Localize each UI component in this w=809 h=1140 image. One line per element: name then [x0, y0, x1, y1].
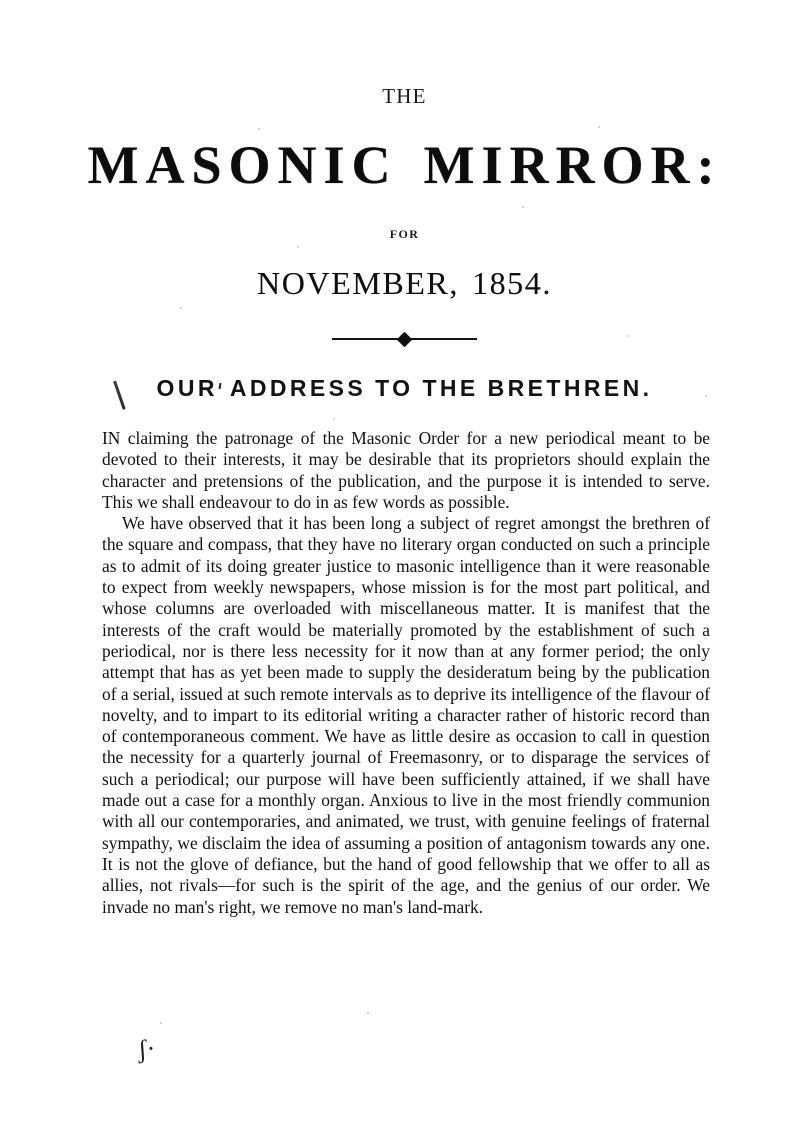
scan-speck: [297, 246, 299, 248]
diamond-rule-divider-icon: [0, 332, 809, 346]
ink-speck-icon: [218, 383, 221, 389]
pen-mark-annotation: ʃ·: [136, 1033, 157, 1064]
paragraph-2: [102, 513, 710, 918]
masthead-the: THE: [382, 84, 427, 108]
issue-year: 1854.: [471, 264, 552, 301]
headline-word-3: TO: [375, 375, 414, 401]
headline-word-2: ADDRESS: [229, 375, 367, 401]
publication-title: [0, 137, 809, 194]
divider-rule-left: [332, 338, 398, 340]
publication-title-word-1: MASONIC: [87, 135, 398, 195]
scan-speck: [333, 418, 335, 420]
scan-speck: [367, 1012, 369, 1014]
opening-small-caps: IN: [102, 428, 121, 448]
headline-word-5: BRETHREN.: [487, 375, 653, 401]
article-body: [102, 428, 710, 918]
divider-rule-right: [411, 338, 477, 340]
issue-month: NOVEMBER,: [257, 264, 459, 301]
scan-speck: [705, 395, 707, 397]
headline-word-4: THE: [422, 375, 479, 401]
masthead-for: FOR: [389, 226, 420, 241]
scan-speck: [522, 206, 524, 208]
paragraph-1-text: claiming the patronage of the Masonic Order for a new periodical meant to be devoted to their interests, it may be desirable that its proprietors should explain the character and pretensions of the publication, and the purpose it is intended to serve. This we shall endeavour to do in as few words as possible.: [102, 428, 710, 512]
issue-date: [0, 266, 809, 301]
publication-title-word-2: MIRROR:: [423, 135, 722, 195]
scan-speck: [160, 1022, 162, 1024]
headline-word-1: OUR: [156, 375, 218, 401]
scan-speck: [258, 128, 260, 130]
paragraph-2-text: We have observed that it has been long a subject of regret amongst the brethren of the square and compass, that they have no literary organ conducted on such a principle as to admit of its doing greater justice to masonic intelligence than it were reasonable to expect from weekly newspapers, whose mission is for the most part political, and whose columns are overloaded with miscellaneous matter. It is manifest that the interests of the craft would be materially promoted by the establishment of such a periodical, nor is there less necessity for it now than at any former period; the only attempt that has as yet been made to supply the desideratum being by the publication of a serial, issued at such remote intervals as to deprive its intelligence of the flavour of novelty, and to impart to its editorial writing a character rather of historic record than of contemporaneous comment. We have as little desire as occasion to call in question the necessity for a quarterly journal of Freemasonry, or to disparage the services of such a periodical; our purpose will have been sufficiently attained, if we shall have made out a case for a monthly organ. Anxious to live in the most friendly communion with all our contemporaries, and animated, we trust, with genuine feelings of fraternal sympathy, we disclaim the idea of assuming a position of antagonism towards any one. It is not the glove of defiance, but the hand of good fellowship that we offer to all as allies, not rivals—for such is the spirit of the age, and the genius of our order. We invade no man's right, we remove no man's land-mark.: [102, 513, 710, 917]
scan-speck: [598, 126, 600, 128]
paragraph-1: [102, 428, 710, 513]
scan-speck: [180, 307, 182, 309]
diamond-icon: [397, 331, 413, 347]
masthead: [0, 86, 809, 301]
scan-speck: [627, 335, 629, 337]
